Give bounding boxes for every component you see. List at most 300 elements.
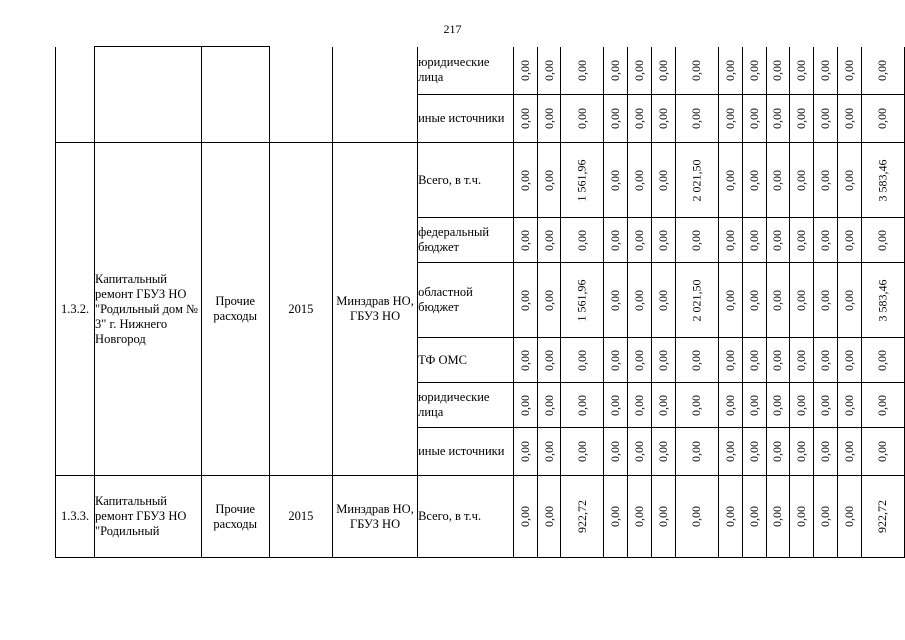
value-cell bbox=[742, 476, 766, 558]
value-text: 0,00 bbox=[656, 289, 671, 311]
value-text: 0,00 bbox=[632, 506, 647, 527]
value-cell bbox=[537, 263, 561, 338]
value-text: 3 583,46 bbox=[875, 279, 890, 321]
value-text: 0,00 bbox=[818, 506, 833, 527]
value-text: 0,00 bbox=[656, 506, 671, 527]
value-text: 0,00 bbox=[841, 441, 856, 462]
value-cell bbox=[513, 95, 537, 143]
value-cell bbox=[652, 383, 676, 428]
executor-cell bbox=[333, 143, 418, 476]
value-cell bbox=[628, 383, 652, 428]
value-text: 922,72 bbox=[574, 500, 589, 533]
value-text: 0,00 bbox=[746, 506, 761, 527]
value-text: 0,00 bbox=[841, 169, 856, 191]
value-cell bbox=[675, 143, 718, 218]
value-text: 0,00 bbox=[746, 229, 761, 251]
value-text: 0,00 bbox=[689, 506, 704, 527]
source-cell bbox=[418, 143, 514, 218]
value-cell bbox=[766, 95, 790, 143]
value-cell bbox=[814, 263, 838, 338]
source-text: юридические лица bbox=[418, 55, 490, 85]
value-text: 0,00 bbox=[517, 394, 532, 416]
value-cell bbox=[861, 428, 904, 476]
value-cell bbox=[652, 143, 676, 218]
value-text: 0,00 bbox=[632, 349, 647, 371]
value-text: 0,00 bbox=[875, 59, 890, 81]
value-cell bbox=[561, 47, 604, 95]
source-text: иные источники bbox=[418, 111, 505, 125]
value-text: 0,00 bbox=[632, 394, 647, 416]
value-text: 0,00 bbox=[541, 229, 556, 251]
value-text: 0,00 bbox=[541, 108, 556, 129]
year-cell bbox=[269, 143, 332, 476]
value-cell bbox=[718, 383, 742, 428]
value-cell bbox=[652, 428, 676, 476]
value-cell bbox=[513, 218, 537, 263]
value-text: 0,00 bbox=[770, 108, 785, 129]
value-cell bbox=[837, 263, 861, 338]
value-text: 0,00 bbox=[841, 289, 856, 311]
source-cell bbox=[418, 383, 514, 428]
value-cell bbox=[814, 47, 838, 95]
value-text: 0,00 bbox=[722, 506, 737, 527]
value-text: 0,00 bbox=[656, 108, 671, 129]
value-cell bbox=[790, 338, 814, 383]
value-text: 0,00 bbox=[770, 349, 785, 371]
value-cell bbox=[513, 263, 537, 338]
value-text: 0,00 bbox=[574, 59, 589, 81]
value-cell bbox=[861, 95, 904, 143]
value-text: 0,00 bbox=[656, 349, 671, 371]
value-cell bbox=[628, 263, 652, 338]
value-text: 0,00 bbox=[770, 441, 785, 462]
executor-cell bbox=[333, 47, 418, 143]
value-cell bbox=[628, 95, 652, 143]
value-cell bbox=[837, 218, 861, 263]
value-cell bbox=[652, 95, 676, 143]
value-cell bbox=[861, 47, 904, 95]
value-cell bbox=[766, 47, 790, 95]
value-text: 0,00 bbox=[818, 349, 833, 371]
value-text: 0,00 bbox=[770, 59, 785, 81]
source-text: иные источники bbox=[418, 444, 505, 458]
value-cell bbox=[837, 476, 861, 558]
value-text: 0,00 bbox=[541, 441, 556, 462]
value-text: 0,00 bbox=[746, 59, 761, 81]
name-text: Капитальный ремонт ГБУЗ НО "Родильный bbox=[95, 494, 187, 538]
value-cell bbox=[628, 47, 652, 95]
value-text: 0,00 bbox=[841, 349, 856, 371]
value-text: 0,00 bbox=[794, 506, 809, 527]
value-text: 0,00 bbox=[574, 108, 589, 129]
value-text: 0,00 bbox=[656, 229, 671, 251]
value-text: 0,00 bbox=[746, 289, 761, 311]
value-text: 0,00 bbox=[875, 441, 890, 462]
source-cell bbox=[418, 95, 514, 143]
value-text: 0,00 bbox=[541, 169, 556, 191]
value-cell bbox=[561, 338, 604, 383]
value-text: 0,00 bbox=[517, 59, 532, 81]
value-text: 0,00 bbox=[818, 229, 833, 251]
value-cell bbox=[604, 428, 628, 476]
value-cell bbox=[814, 428, 838, 476]
value-cell bbox=[513, 428, 537, 476]
value-cell bbox=[790, 95, 814, 143]
value-cell bbox=[675, 428, 718, 476]
value-text: 0,00 bbox=[517, 349, 532, 371]
value-cell bbox=[742, 383, 766, 428]
value-text: 0,00 bbox=[722, 289, 737, 311]
value-text: 0,00 bbox=[541, 349, 556, 371]
value-cell bbox=[675, 218, 718, 263]
value-text: 0,00 bbox=[875, 394, 890, 416]
source-text: Всего, в т.ч. bbox=[418, 172, 482, 187]
value-text: 0,00 bbox=[608, 394, 623, 416]
value-text: 0,00 bbox=[689, 59, 704, 81]
value-cell bbox=[718, 143, 742, 218]
value-cell bbox=[561, 263, 604, 338]
value-cell bbox=[675, 338, 718, 383]
value-cell bbox=[513, 47, 537, 95]
value-text: 0,00 bbox=[574, 229, 589, 251]
type-cell bbox=[201, 476, 269, 558]
value-cell bbox=[604, 263, 628, 338]
value-cell bbox=[718, 476, 742, 558]
value-text: 0,00 bbox=[541, 59, 556, 81]
source-text: ТФ ОМС bbox=[418, 352, 467, 367]
value-text: 0,00 bbox=[517, 108, 532, 129]
value-cell bbox=[537, 383, 561, 428]
executor-text: Минздрав НО, ГБУЗ НО bbox=[336, 294, 414, 323]
source-text: федеральный бюджет bbox=[418, 225, 490, 254]
value-text: 0,00 bbox=[818, 169, 833, 191]
value-cell bbox=[766, 383, 790, 428]
value-text: 0,00 bbox=[746, 169, 761, 191]
value-cell bbox=[814, 383, 838, 428]
value-text: 922,72 bbox=[875, 500, 890, 533]
year-cell bbox=[269, 476, 332, 558]
value-cell bbox=[652, 338, 676, 383]
name-cell bbox=[95, 143, 202, 476]
value-text: 0,00 bbox=[841, 108, 856, 129]
number-cell bbox=[56, 143, 95, 476]
name-cell bbox=[95, 476, 202, 558]
value-text: 0,00 bbox=[841, 59, 856, 81]
value-cell bbox=[790, 218, 814, 263]
value-text: 1 561,96 bbox=[574, 279, 589, 321]
value-cell bbox=[561, 383, 604, 428]
value-cell bbox=[790, 263, 814, 338]
value-text: 0,00 bbox=[608, 441, 623, 462]
value-cell bbox=[537, 428, 561, 476]
value-cell bbox=[742, 47, 766, 95]
value-text: 0,00 bbox=[632, 169, 647, 191]
value-cell bbox=[675, 263, 718, 338]
value-cell bbox=[814, 143, 838, 218]
value-text: 0,00 bbox=[689, 394, 704, 416]
value-text: 0,00 bbox=[875, 349, 890, 371]
value-text: 0,00 bbox=[632, 59, 647, 81]
source-cell bbox=[418, 263, 514, 338]
value-cell bbox=[861, 338, 904, 383]
budget-table bbox=[55, 46, 905, 558]
value-text: 0,00 bbox=[722, 169, 737, 191]
source-text: юридические лица bbox=[418, 390, 490, 419]
year-cell bbox=[269, 47, 332, 143]
value-cell bbox=[790, 143, 814, 218]
type-text: Прочие расходы bbox=[213, 501, 257, 531]
value-cell bbox=[513, 476, 537, 558]
value-cell bbox=[766, 428, 790, 476]
value-cell bbox=[837, 428, 861, 476]
value-cell bbox=[837, 383, 861, 428]
value-cell bbox=[628, 428, 652, 476]
value-text: 0,00 bbox=[574, 441, 589, 462]
value-text: 0,00 bbox=[722, 349, 737, 371]
value-text: 0,00 bbox=[517, 229, 532, 251]
value-text: 0,00 bbox=[841, 506, 856, 527]
value-cell bbox=[628, 218, 652, 263]
value-cell bbox=[604, 338, 628, 383]
value-cell bbox=[604, 476, 628, 558]
value-text: 0,00 bbox=[541, 289, 556, 311]
value-cell bbox=[790, 47, 814, 95]
value-text: 0,00 bbox=[770, 169, 785, 191]
value-text: 0,00 bbox=[841, 394, 856, 416]
value-cell bbox=[561, 95, 604, 143]
value-text: 0,00 bbox=[875, 229, 890, 251]
value-text: 0,00 bbox=[632, 441, 647, 462]
value-cell bbox=[837, 95, 861, 143]
value-cell bbox=[561, 476, 604, 558]
value-cell bbox=[718, 263, 742, 338]
value-text: 0,00 bbox=[722, 108, 737, 129]
source-cell bbox=[418, 476, 514, 558]
value-text: 0,00 bbox=[746, 441, 761, 462]
value-cell bbox=[675, 95, 718, 143]
value-cell bbox=[861, 218, 904, 263]
value-text: 0,00 bbox=[794, 108, 809, 129]
name-cell bbox=[95, 47, 202, 143]
source-text: областной бюджет bbox=[418, 285, 473, 314]
value-cell bbox=[513, 338, 537, 383]
value-text: 0,00 bbox=[656, 169, 671, 191]
value-text: 0,00 bbox=[722, 394, 737, 416]
value-cell bbox=[837, 143, 861, 218]
value-text: 0,00 bbox=[770, 394, 785, 416]
value-text: 0,00 bbox=[608, 289, 623, 311]
value-cell bbox=[561, 218, 604, 263]
value-text: 0,00 bbox=[517, 441, 532, 462]
value-text: 0,00 bbox=[794, 169, 809, 191]
value-cell bbox=[814, 95, 838, 143]
value-cell bbox=[742, 218, 766, 263]
value-text: 1 561,96 bbox=[574, 159, 589, 201]
value-cell bbox=[652, 263, 676, 338]
value-cell bbox=[742, 263, 766, 338]
value-text: 0,00 bbox=[722, 229, 737, 251]
value-text: 0,00 bbox=[818, 108, 833, 129]
number-text: 1.3.2. bbox=[60, 301, 90, 316]
table-row bbox=[56, 47, 905, 95]
value-text: 0,00 bbox=[632, 108, 647, 129]
value-text: 0,00 bbox=[722, 59, 737, 81]
value-text: 0,00 bbox=[818, 441, 833, 462]
year-text: 2015 bbox=[288, 509, 314, 523]
value-cell bbox=[814, 338, 838, 383]
value-text: 0,00 bbox=[656, 441, 671, 462]
value-text: 0,00 bbox=[770, 289, 785, 311]
number-cell bbox=[56, 476, 95, 558]
value-text: 0,00 bbox=[689, 441, 704, 462]
value-text: 0,00 bbox=[632, 289, 647, 311]
value-cell bbox=[628, 338, 652, 383]
value-cell bbox=[837, 338, 861, 383]
value-text: 0,00 bbox=[722, 441, 737, 462]
number-cell bbox=[56, 47, 95, 143]
value-cell bbox=[537, 95, 561, 143]
value-text: 0,00 bbox=[794, 59, 809, 81]
value-text: 0,00 bbox=[517, 506, 532, 527]
value-text: 0,00 bbox=[818, 59, 833, 81]
value-cell bbox=[814, 218, 838, 263]
value-text: 0,00 bbox=[608, 108, 623, 129]
value-text: 0,00 bbox=[608, 169, 623, 191]
value-cell bbox=[861, 143, 904, 218]
value-text: 0,00 bbox=[794, 394, 809, 416]
value-cell bbox=[513, 383, 537, 428]
value-cell bbox=[742, 338, 766, 383]
value-text: 0,00 bbox=[517, 289, 532, 311]
source-cell bbox=[418, 218, 514, 263]
value-text: 0,00 bbox=[608, 59, 623, 81]
value-text: 2 021,50 bbox=[689, 279, 704, 321]
type-cell bbox=[201, 47, 269, 143]
value-text: 0,00 bbox=[794, 441, 809, 462]
value-text: 0,00 bbox=[656, 394, 671, 416]
source-cell bbox=[418, 47, 514, 95]
value-cell bbox=[604, 143, 628, 218]
value-cell bbox=[675, 383, 718, 428]
value-cell bbox=[766, 218, 790, 263]
value-cell bbox=[742, 95, 766, 143]
value-cell bbox=[814, 476, 838, 558]
value-cell bbox=[537, 143, 561, 218]
value-cell bbox=[537, 338, 561, 383]
value-text: 0,00 bbox=[517, 169, 532, 191]
table-row bbox=[56, 476, 905, 558]
value-cell bbox=[790, 428, 814, 476]
page-number: 217 bbox=[443, 22, 462, 36]
value-cell bbox=[561, 428, 604, 476]
value-text: 0,00 bbox=[794, 349, 809, 371]
value-text: 3 583,46 bbox=[875, 159, 890, 201]
value-cell bbox=[652, 476, 676, 558]
value-text: 0,00 bbox=[818, 289, 833, 311]
value-cell bbox=[604, 383, 628, 428]
name-text: Капитальный ремонт ГБУЗ НО "Родильный дом № 3" г. Нижнего Новгород bbox=[95, 271, 198, 346]
value-cell bbox=[861, 263, 904, 338]
value-cell bbox=[652, 218, 676, 263]
value-cell bbox=[766, 338, 790, 383]
value-cell bbox=[537, 47, 561, 95]
value-cell bbox=[766, 263, 790, 338]
value-text: 0,00 bbox=[632, 229, 647, 251]
value-cell bbox=[790, 476, 814, 558]
value-cell bbox=[718, 428, 742, 476]
value-text: 0,00 bbox=[608, 506, 623, 527]
value-text: 0,00 bbox=[746, 108, 761, 129]
type-text: Прочие расходы bbox=[213, 294, 257, 323]
value-text: 0,00 bbox=[608, 349, 623, 371]
value-cell bbox=[742, 143, 766, 218]
value-cell bbox=[718, 95, 742, 143]
value-cell bbox=[718, 47, 742, 95]
number-text: 1.3.3. bbox=[60, 509, 90, 523]
value-cell bbox=[513, 143, 537, 218]
table-row bbox=[56, 143, 905, 218]
value-cell bbox=[537, 218, 561, 263]
value-cell bbox=[766, 143, 790, 218]
year-text: 2015 bbox=[288, 301, 314, 316]
value-text: 0,00 bbox=[875, 108, 890, 129]
value-cell bbox=[561, 143, 604, 218]
value-cell bbox=[604, 47, 628, 95]
source-text: Всего, в т.ч. bbox=[418, 509, 482, 523]
value-text: 0,00 bbox=[689, 108, 704, 129]
value-cell bbox=[675, 47, 718, 95]
value-cell bbox=[790, 383, 814, 428]
source-cell bbox=[418, 428, 514, 476]
value-cell bbox=[861, 476, 904, 558]
value-text: 0,00 bbox=[689, 229, 704, 251]
value-text: 0,00 bbox=[689, 349, 704, 371]
value-text: 0,00 bbox=[818, 394, 833, 416]
value-text: 0,00 bbox=[608, 229, 623, 251]
value-cell bbox=[628, 143, 652, 218]
value-text: 0,00 bbox=[841, 229, 856, 251]
value-text: 0,00 bbox=[541, 506, 556, 527]
value-text: 0,00 bbox=[794, 289, 809, 311]
value-text: 0,00 bbox=[746, 394, 761, 416]
value-text: 0,00 bbox=[770, 229, 785, 251]
executor-cell bbox=[333, 476, 418, 558]
value-cell bbox=[652, 47, 676, 95]
value-text: 0,00 bbox=[541, 394, 556, 416]
value-text: 0,00 bbox=[656, 59, 671, 81]
value-text: 0,00 bbox=[770, 506, 785, 527]
value-cell bbox=[861, 383, 904, 428]
value-cell bbox=[718, 338, 742, 383]
value-cell bbox=[766, 476, 790, 558]
value-cell bbox=[604, 218, 628, 263]
value-cell bbox=[742, 428, 766, 476]
value-text: 2 021,50 bbox=[689, 159, 704, 201]
value-cell bbox=[718, 218, 742, 263]
value-text: 0,00 bbox=[794, 229, 809, 251]
value-cell bbox=[675, 476, 718, 558]
value-text: 0,00 bbox=[746, 349, 761, 371]
value-cell bbox=[604, 95, 628, 143]
source-cell bbox=[418, 338, 514, 383]
type-cell bbox=[201, 143, 269, 476]
value-cell bbox=[628, 476, 652, 558]
value-text: 0,00 bbox=[574, 394, 589, 416]
value-cell bbox=[537, 476, 561, 558]
value-cell bbox=[837, 47, 861, 95]
executor-text: Минздрав НО, ГБУЗ НО bbox=[336, 501, 414, 531]
value-text: 0,00 bbox=[574, 349, 589, 371]
